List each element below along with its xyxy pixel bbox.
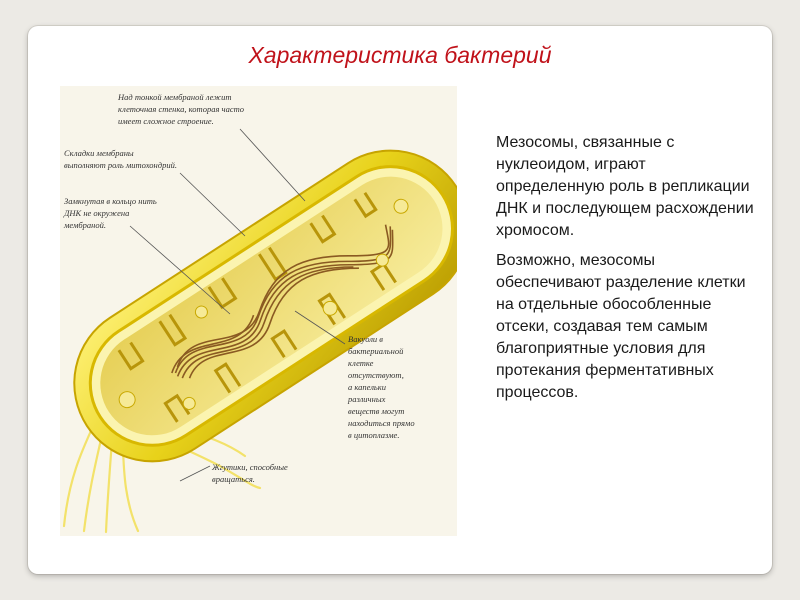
label-line: бактериальной [348,346,404,356]
slide-title: Характеристика бактерий [248,42,552,68]
label-line: Над тонкой мембраной лежит [118,92,232,102]
label-line: Складки мембраны [64,148,134,158]
slide [28,26,772,574]
label-cell-wall [117,92,244,126]
label-line: различных [348,394,386,404]
label-mesosomes [64,148,177,170]
label-line: веществ могут [348,406,405,416]
label-line: мембраной. [64,220,107,230]
slide-body-text [496,132,756,412]
label-line: находиться прямо [348,418,415,428]
label-line: вращаться. [212,474,255,484]
paragraph-mesosomes-compartments: Возможно, мезосомы обеспечивают разделение клетки на отдельные обособленные отсеки, создавая тем самым благоприятные условия для протекания ферментативных процессов. [496,252,746,401]
label-line: ДНК не окружена [64,208,130,218]
label-line: Вакуоли в [348,334,384,344]
label-line: а капельки [348,382,387,392]
label-dna [63,196,157,230]
label-vacuoles [347,334,415,440]
bacteria-diagram [60,86,457,536]
label-line: Замкнутая в кольцо нить [64,196,157,206]
label-line: клеточная стенка, которая часто [118,104,244,114]
label-line: Жгутики, способные [212,462,288,472]
label-line: клетке [348,358,374,368]
label-line: выполняют роль митохондрий. [64,160,177,170]
bacteria-illustration [60,86,457,536]
label-line: отсутствуют, [348,370,404,380]
paragraph-mesosomes-dna: Мезосомы, связанные с нуклеоидом, играют определенную роль в репликации ДНК и последующем расхождении хромосом. [496,134,754,239]
label-flagella [211,462,288,484]
label-line: в цитоплазме. [348,430,400,440]
label-line: имеет сложное строение. [118,116,214,126]
